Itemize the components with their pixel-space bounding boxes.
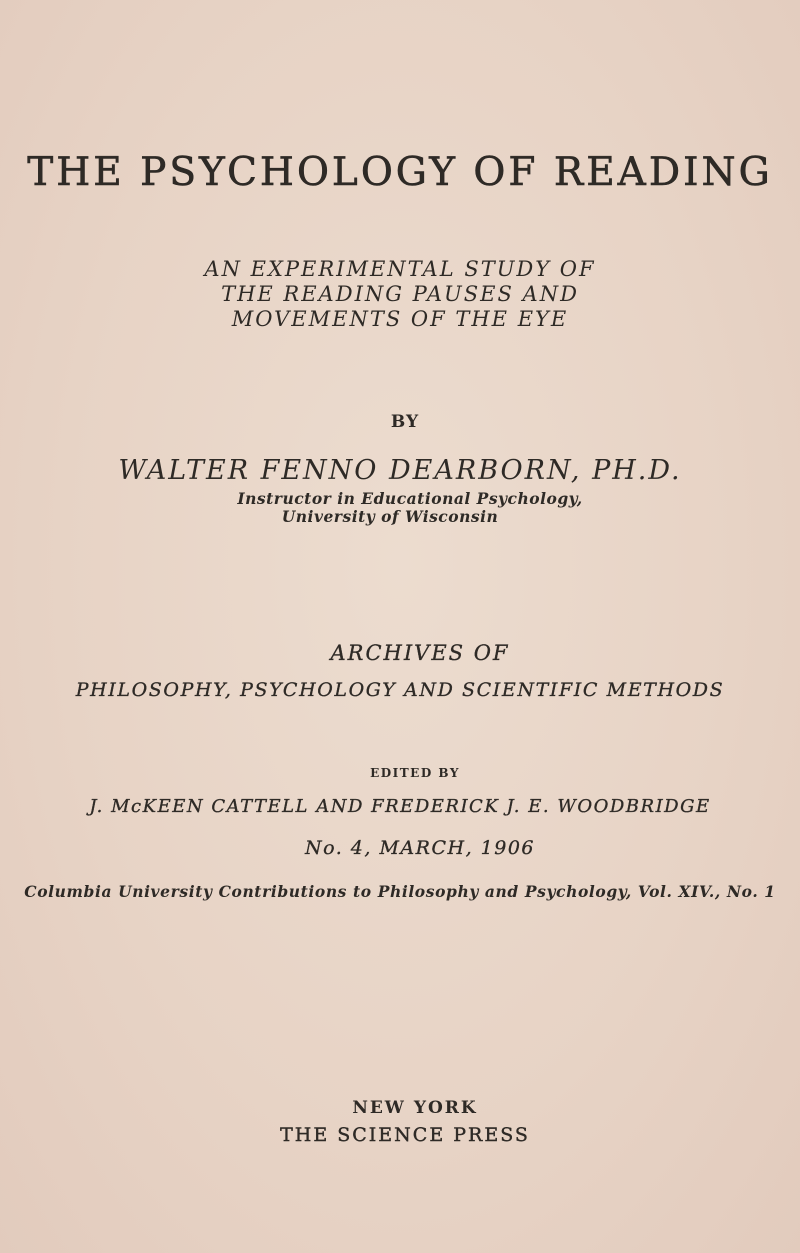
author-name: WALTER FENNO DEARBORN, PH.D. bbox=[118, 455, 682, 486]
subtitle-line-1: AN EXPERIMENTAL STUDY OF bbox=[204, 257, 596, 281]
book-title: THE PSYCHOLOGY OF READING bbox=[27, 150, 773, 195]
subtitle-line-2: THE READING PAUSES AND bbox=[221, 282, 579, 306]
publisher-name: THE SCIENCE PRESS bbox=[280, 1124, 530, 1146]
archives-heading: ARCHIVES OF bbox=[330, 641, 510, 665]
author-university: University of Wisconsin bbox=[281, 507, 499, 526]
edited-by-label: EDITED BY bbox=[370, 766, 460, 780]
series-title: PHILOSOPHY, PSYCHOLOGY AND SCIENTIFIC METHODS bbox=[75, 679, 725, 701]
editors-names: J. McKEEN CATTELL AND FREDERICK J. E. WOODBRIDGE bbox=[89, 796, 711, 817]
subtitle-line-3: MOVEMENTS OF THE EYE bbox=[231, 307, 569, 331]
contributions-series: Columbia University Contributions to Philosophy and Psychology, Vol. XIV., No. 1 bbox=[24, 882, 776, 901]
publication-place: NEW YORK bbox=[352, 1098, 478, 1118]
author-title: Instructor in Educational Psychology, bbox=[237, 489, 583, 508]
by-label: BY bbox=[390, 412, 420, 432]
issue-number: No. 4, MARCH, 1906 bbox=[305, 837, 535, 859]
